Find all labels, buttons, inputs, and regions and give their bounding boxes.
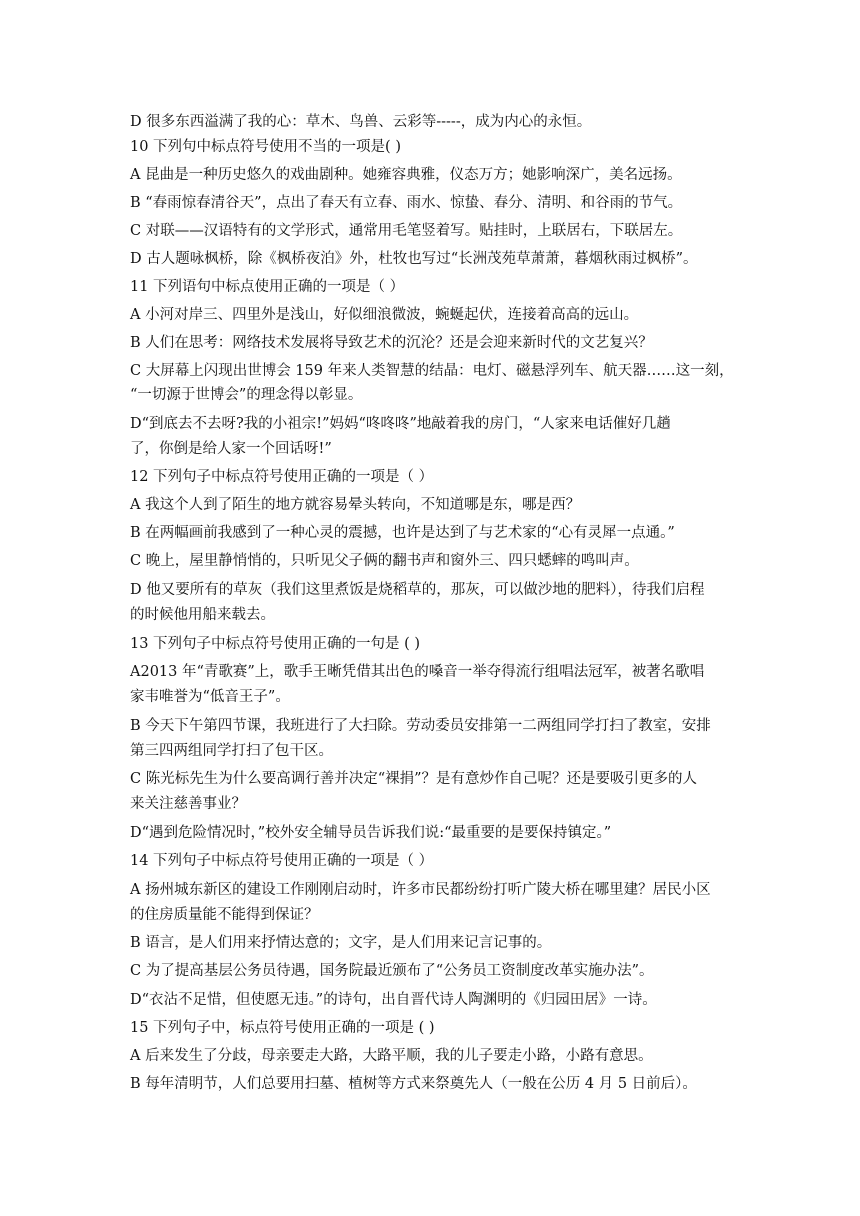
text-line: D“到底去不去呀?我的小祖宗!”妈妈“咚咚咚”地敲着我的房门，“人家来电话催好几趟 [130, 416, 671, 432]
text-line: B “春雨惊春清谷天”，点出了春天有立春、雨水、惊蛰、春分、清明、和谷雨的节气。 [130, 195, 683, 211]
text-line: D 很多东西溢满了我的心：草木、鸟兽、云彩等-----，成为内心的永恒。 [130, 114, 592, 130]
text-line: 的住房质量能不能得到保证？ [130, 907, 319, 923]
text-line: 来关注慈善事业？ [130, 796, 246, 812]
text-line: A 我这个人到了陌生的地方就容易晕头转向，不知道哪是东，哪是西？ [130, 497, 581, 513]
text-line: A 昆曲是一种历史悠久的戏曲剧种。她雍容典雅，仪态万方；她影响深广，美名远扬。 [130, 167, 682, 183]
text-line: 15 下列句子中，标点符号使用正确的一项是 ( ) [130, 1020, 435, 1036]
text-line: C 大屏幕上闪现出世博会 159 年来人类智慧的结晶：电灯、磁悬浮列车、航天器……这一刻， [130, 363, 734, 379]
text-line: B 每年清明节，人们总要用扫墓、植树等方式来祭奠先人（一般在公历 4 月 5 日前后）。 [130, 1076, 697, 1092]
text-line: 第三四两组同学打扫了包干区。 [130, 743, 333, 759]
text-line: 的时候他用船来载去。 [130, 607, 275, 623]
text-line: B 在两幅画前我感到了一种心灵的震撼，也许是达到了与艺术家的“心有灵犀一点通。” [130, 525, 675, 541]
text-line: A 扬州城东新区的建设工作刚刚启动时，许多市民都纷纷打听广陵大桥在哪里建？居民小区 [130, 882, 711, 898]
text-line: 了，你倒是给人家一个回话呀!” [130, 441, 332, 457]
text-line: 10 下列句中标点符号使用不当的一项是( ) [130, 139, 401, 155]
text-line: C 晚上，屋里静悄悄的，只听见父子俩的翻书声和窗外三、四只蟋蟀的鸣叫声。 [130, 553, 639, 569]
text-line: 12 下列句子中标点符号使用正确的一项是（ ） [130, 469, 434, 485]
text-line: A 后来发生了分歧，母亲要走大路，大路平顺，我的儿子要走小路，小路有意思。 [130, 1048, 653, 1064]
text-line: 11 下列语句中标点使用正确的一项是（ ） [130, 279, 405, 295]
text-line: “一切源于世博会”的理念得以彰显。 [130, 387, 363, 403]
text-line: C 为了提高基层公务员待遇，国务院最近颁布了“公务员工资制度改革实施办法”。 [130, 963, 654, 979]
text-line: A 小河对岸三、四里外是浅山，好似细浪微波，蜿蜒起伏，连接着高高的远山。 [130, 307, 639, 323]
text-line: 14 下列句子中标点符号使用正确的一项是（ ） [130, 853, 434, 869]
text-line: 家韦唯誉为“低音王子”。 [130, 689, 290, 705]
text-line: 13 下列句子中标点符号使用正确的一句是 ( ) [130, 636, 421, 652]
text-line: A2013 年“青歌赛”上，歌手王晰凭借其出色的嗓音一举夺得流行组唱法冠军，被著名歌唱 [130, 664, 705, 680]
text-line: D 他又要所有的草灰（我们这里煮饭是烧稻草的，那灰，可以做沙地的肥料），待我们启程 [130, 582, 705, 598]
text-line: B 今天下午第四节课，我班进行了大扫除。劳动委员安排第一二两组同学打扫了教室，安排 [130, 718, 711, 734]
text-line: D 古人题咏枫桥，除《枫桥夜泊》外，杜牧也写过“长洲茂苑草萧萧，暮烟秋雨过枫桥”。 [130, 251, 698, 267]
text-line: C 陈光标先生为什么要高调行善并决定“裸捐”？是有意炒作自己呢？还是要吸引更多的人 [130, 771, 698, 787]
text-line: C 对联——汉语特有的文学形式，通常用毛笔竖着写。贴挂时，上联居右，下联居左。 [130, 223, 683, 239]
text-line: B 语言，是人们用来抒情达意的；文字，是人们用来记言记事的。 [130, 935, 552, 951]
text-line: B 人们在思考：网络技术发展将导致艺术的沉沦？还是会迎来新时代的文艺复兴？ [130, 335, 653, 351]
text-line: D“遇到危险情况时，”校外安全辅导员告诉我们说:“最重要的是要保持镇定。” [130, 825, 612, 841]
text-line: D“衣沾不足惜，但使愿无违。”的诗句，出自晋代诗人陶渊明的《归园田居》一诗。 [130, 992, 657, 1008]
